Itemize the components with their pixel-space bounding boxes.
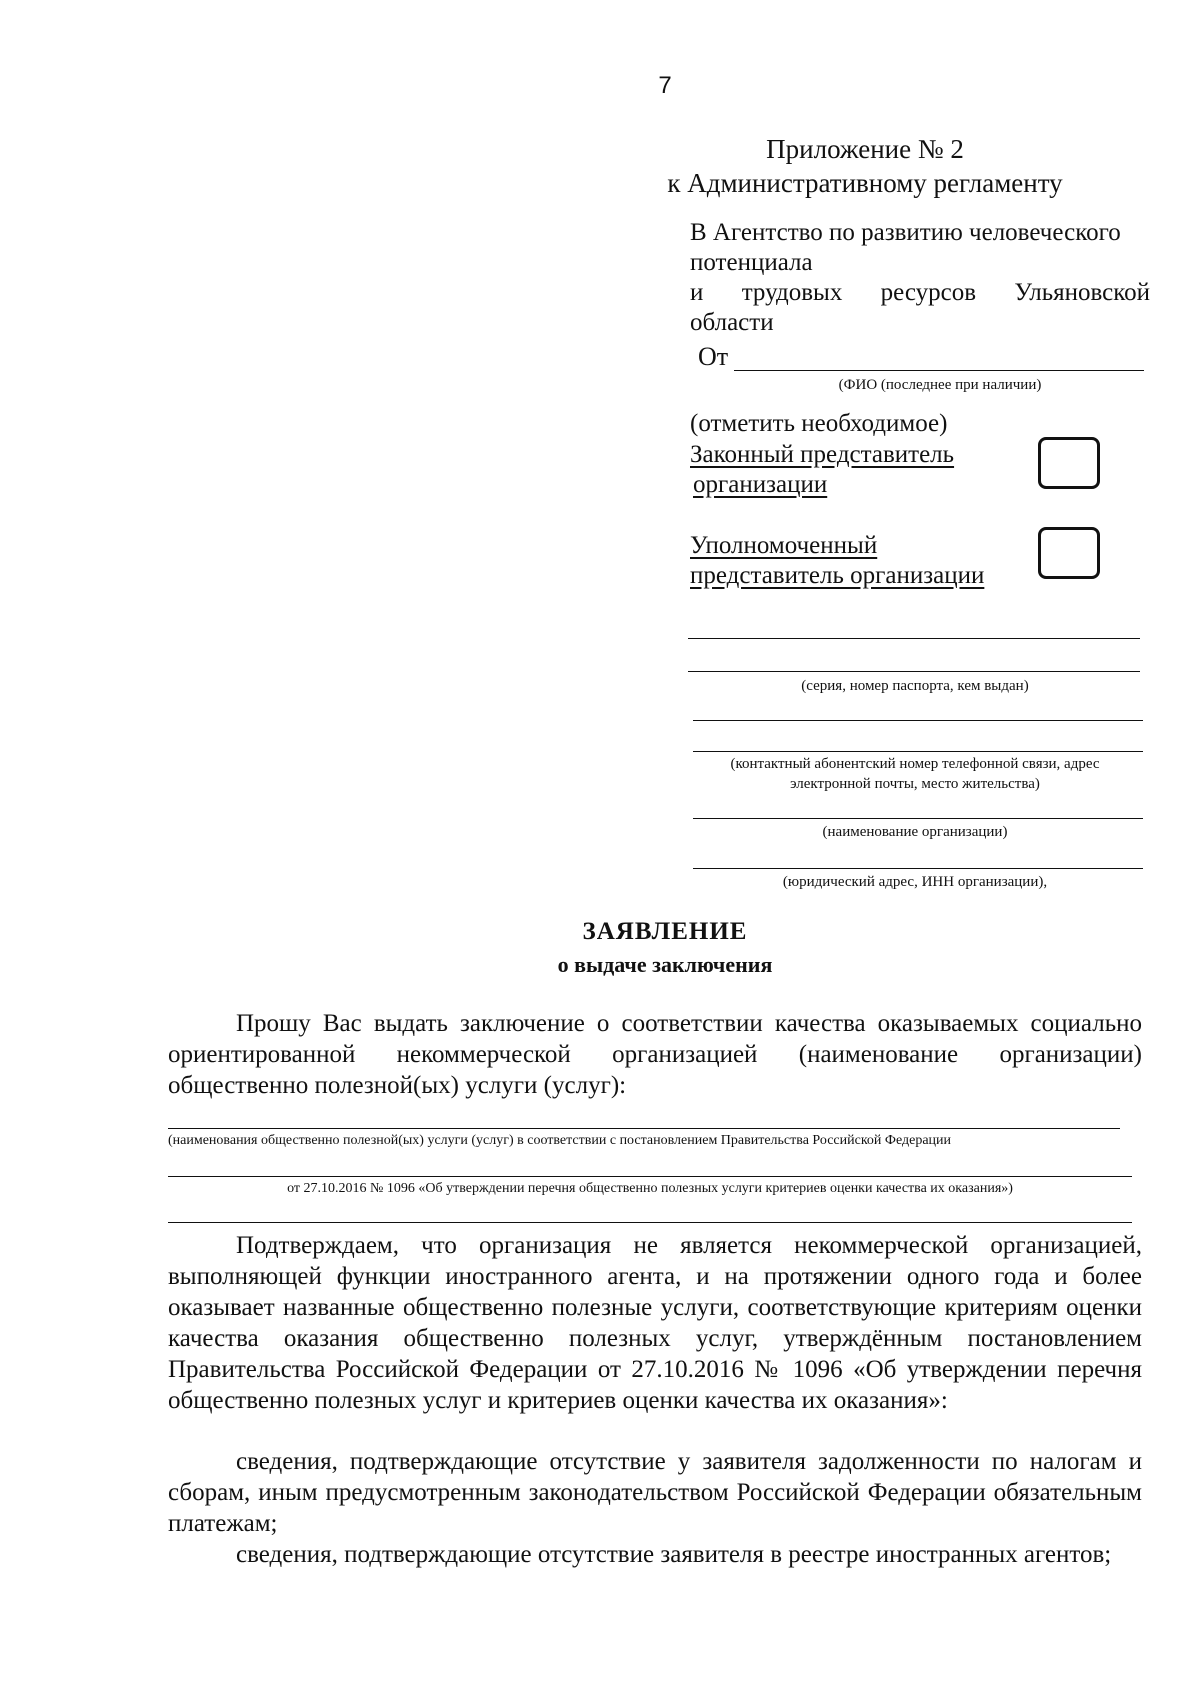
legal-rep-checkbox[interactable]: [1038, 437, 1100, 489]
org-name-input-line[interactable]: [693, 818, 1143, 819]
org-address-caption: (юридический адрес, ИНН организации),: [782, 874, 1048, 890]
addressee-line-3: и трудовых ресурсов Ульяновской: [690, 279, 1150, 306]
passport-input-line-1[interactable]: [688, 638, 1140, 639]
confirmation-paragraph: Подтверждаем, что организация не является некоммерческой организацией, выполняющей функции иностранного агента, и на протяжении одного года и более оказывает названные общественно полезные услуги, соответствующие критериям оценки качества оказания общественно полезных услуг, утверждённым постановлением Правительства Российской Федерации от 27.10.2016 № 1096 «Об утверждении перечня общественно полезных услуг и критериев оценки качества их оказания»:: [168, 1232, 1142, 1414]
services-caption-2: от 27.10.2016 № 1096 «Об утверждении перечня общественно полезных услуги критериев оценки качества их оказания»): [287, 1181, 1013, 1196]
from-label: От: [698, 342, 729, 371]
contact-input-line-2[interactable]: [693, 751, 1143, 752]
request-paragraph: Прошу Вас выдать заключение о соответствии качества оказываемых социально ориентированной некоммерческой организацией (наименование организации) общественно полезной(ых) услуги (услуг):: [168, 1010, 1142, 1099]
addressee-line-4: области: [690, 309, 774, 336]
org-name-caption: (наименование организации): [822, 824, 1008, 840]
contact-caption: [690, 754, 1140, 794]
passport-input-line-2[interactable]: [688, 671, 1140, 672]
confirmation-item-1: сведения, подтверждающие отсутствие у заявителя задолженности по налогам и сборам, иным предусмотренным законодательством Российской Федерации обязательным платежам;: [168, 1448, 1142, 1537]
addressee-line-1: В Агентство по развитию человеческого: [690, 219, 1121, 246]
option-authorized-rep-line-2: представитель организации: [690, 562, 985, 589]
option-legal-rep-line-2: организации: [693, 471, 828, 498]
passport-caption: (серия, номер паспорта, кем выдан): [801, 678, 1029, 694]
services-caption-1: (наименования общественно полезной(ых) услуги (услуг) в соответствии с постановлением Правительства Российской Федерации: [168, 1133, 952, 1148]
option-legal-rep-line-1: Законный представитель: [690, 441, 955, 468]
fio-input-line[interactable]: [734, 370, 1144, 371]
org-address-input-line[interactable]: [693, 868, 1143, 869]
contact-caption-line-1: (контактный абонентский номер телефонной связи, адрес: [730, 756, 1100, 772]
services-input-line-3[interactable]: [168, 1222, 1132, 1223]
services-input-line-2[interactable]: [168, 1176, 1132, 1177]
document-title: ЗАЯВЛЕНИЕ: [582, 918, 748, 945]
addressee-block: [690, 218, 1150, 338]
confirmation-item-2: сведения, подтверждающие отсутствие заявителя в реестре иностранных агентов;: [236, 1541, 1112, 1568]
appendix-line-2: к Административному регламенту: [667, 168, 1063, 198]
mark-instruction: (отметить необходимое): [690, 410, 948, 437]
page-number: 7: [658, 72, 672, 99]
contact-input-line-1[interactable]: [693, 720, 1143, 721]
appendix-line-1: Приложение № 2: [766, 134, 964, 164]
services-input-line-1[interactable]: [168, 1128, 1120, 1129]
option-authorized-rep-label: [690, 531, 984, 591]
fio-caption: (ФИО (последнее при наличии): [838, 377, 1042, 393]
option-legal-rep-label: [690, 440, 954, 500]
addressee-line-2: потенциала: [690, 249, 813, 276]
document-subtitle: о выдаче заключения: [557, 952, 773, 977]
contact-caption-line-2: электронной почты, место жительства): [790, 776, 1040, 792]
option-authorized-rep-line-1: Уполномоченный: [690, 532, 878, 559]
authorized-rep-checkbox[interactable]: [1038, 527, 1100, 579]
